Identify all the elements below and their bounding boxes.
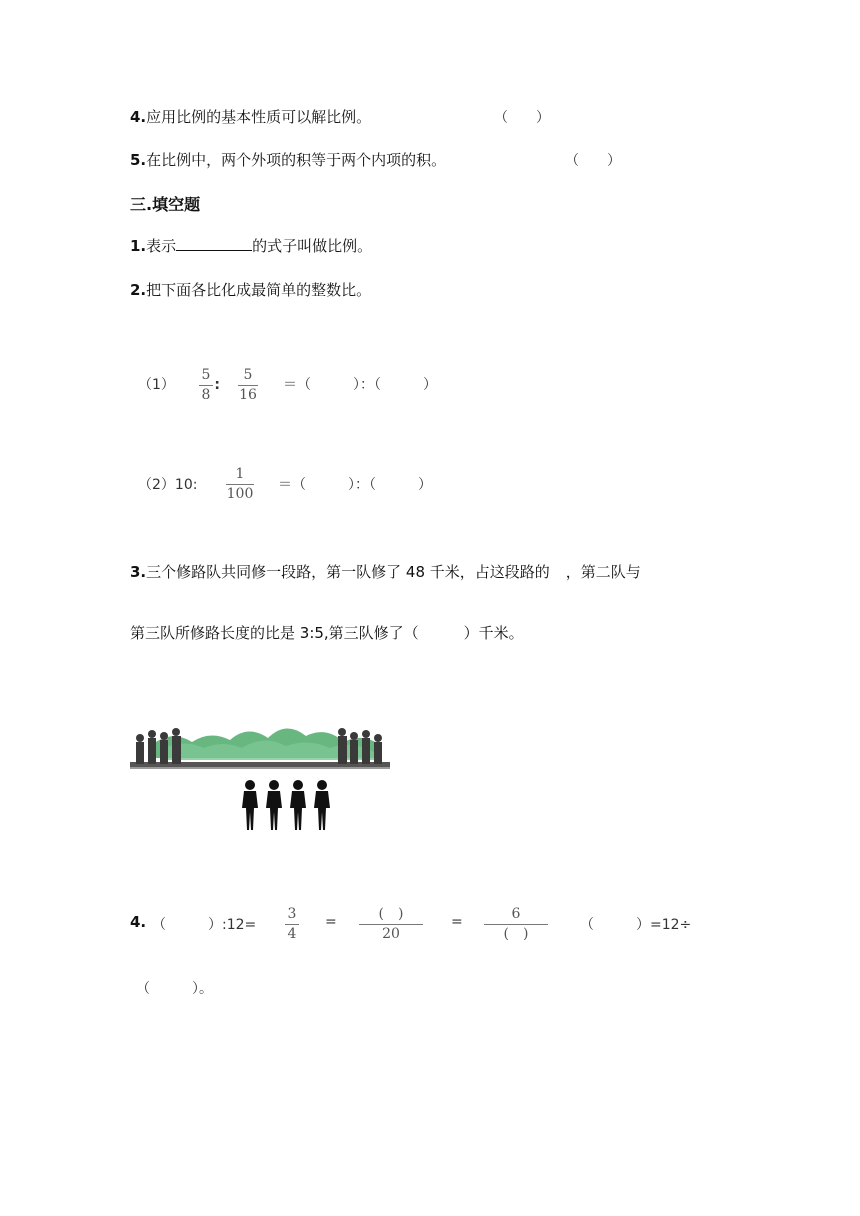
item-text-before: 表示 (146, 237, 177, 255)
fill-item-4 (130, 913, 146, 931)
denominator: 4 (287, 926, 297, 942)
denominator: 20 (382, 926, 400, 942)
numerator: 5 (201, 367, 211, 383)
numerator[interactable]: ( ) (378, 906, 404, 922)
answer-blanks[interactable]: ＝（ ）：（ ） (278, 477, 432, 493)
fill-item-3-line1 (130, 561, 641, 582)
fraction-bar (285, 924, 299, 925)
numerator: 6 (511, 906, 521, 922)
item-text: 把下面各比化成最简单的整数比。 (146, 281, 372, 299)
denominator: 100 (226, 486, 254, 502)
item-number: 3. (130, 563, 147, 581)
equals-sign: = (451, 914, 463, 930)
fraction-5-16 (238, 367, 258, 404)
blank-line[interactable] (176, 236, 252, 251)
item-text: 应用比例的基本性质可以解比例。 (146, 108, 372, 126)
fraction-bar (238, 385, 258, 386)
fraction-bar (359, 924, 423, 925)
judge-item-4 (130, 106, 371, 127)
denominator[interactable]: ( ) (503, 926, 529, 942)
fraction-bar (226, 484, 254, 485)
four-people-icon (242, 780, 330, 830)
sub-label-1: （1） (138, 377, 175, 393)
fill-item-1 (130, 235, 372, 256)
answer-blanks[interactable]: （ ）:12= (152, 917, 257, 933)
item-number: 4. (130, 108, 147, 126)
fraction-1-100 (226, 466, 254, 503)
answer-paren[interactable]: （ ） (565, 153, 621, 169)
item-text: 三个修路队共同修一段路，第一队修了 48 千米，占这段路的 (146, 563, 550, 581)
item-number: 1. (130, 237, 147, 255)
item-text: 在比例中，两个外项的积等于两个内项的积。 (146, 151, 447, 169)
item-number: 2. (130, 281, 147, 299)
fraction-3-4 (285, 906, 299, 943)
equals-sign: = (325, 914, 337, 930)
judge-item-5 (130, 149, 446, 170)
denominator: 8 (201, 387, 211, 403)
fraction-blank-20[interactable] (359, 906, 423, 943)
item-number: 5. (130, 151, 147, 169)
answer-blanks[interactable]: （ ）=12÷ (580, 917, 692, 933)
numerator: 5 (243, 367, 253, 383)
answer-blanks[interactable]: （ ）。 (136, 981, 213, 997)
denominator: 16 (239, 387, 257, 403)
numerator: 1 (235, 466, 245, 482)
sub-label-2: （2）10: (138, 477, 198, 493)
answer-blanks[interactable]: ＝（ ）：（ ） (283, 377, 437, 393)
numerator: 3 (287, 906, 297, 922)
fill-item-2 (130, 279, 371, 300)
fraction-bar (199, 385, 213, 386)
item-text-after: 的式子叫做比例。 (252, 237, 373, 255)
road-workers-illustration (130, 718, 390, 833)
fraction-bar (484, 924, 548, 925)
section-title: 三.填空题 (130, 195, 201, 214)
fraction-6-blank[interactable] (484, 906, 548, 943)
item-text: ，第二队与 (565, 563, 641, 581)
fill-item-3-line2: 第三队所修路长度的比是 3:5,第三队修了（ ）千米。 (130, 624, 524, 642)
answer-paren[interactable]: （ ） (494, 110, 550, 126)
ratio-colon: ∶ (215, 378, 220, 394)
fraction-5-8 (199, 367, 213, 404)
item-number: 4. (130, 913, 147, 931)
